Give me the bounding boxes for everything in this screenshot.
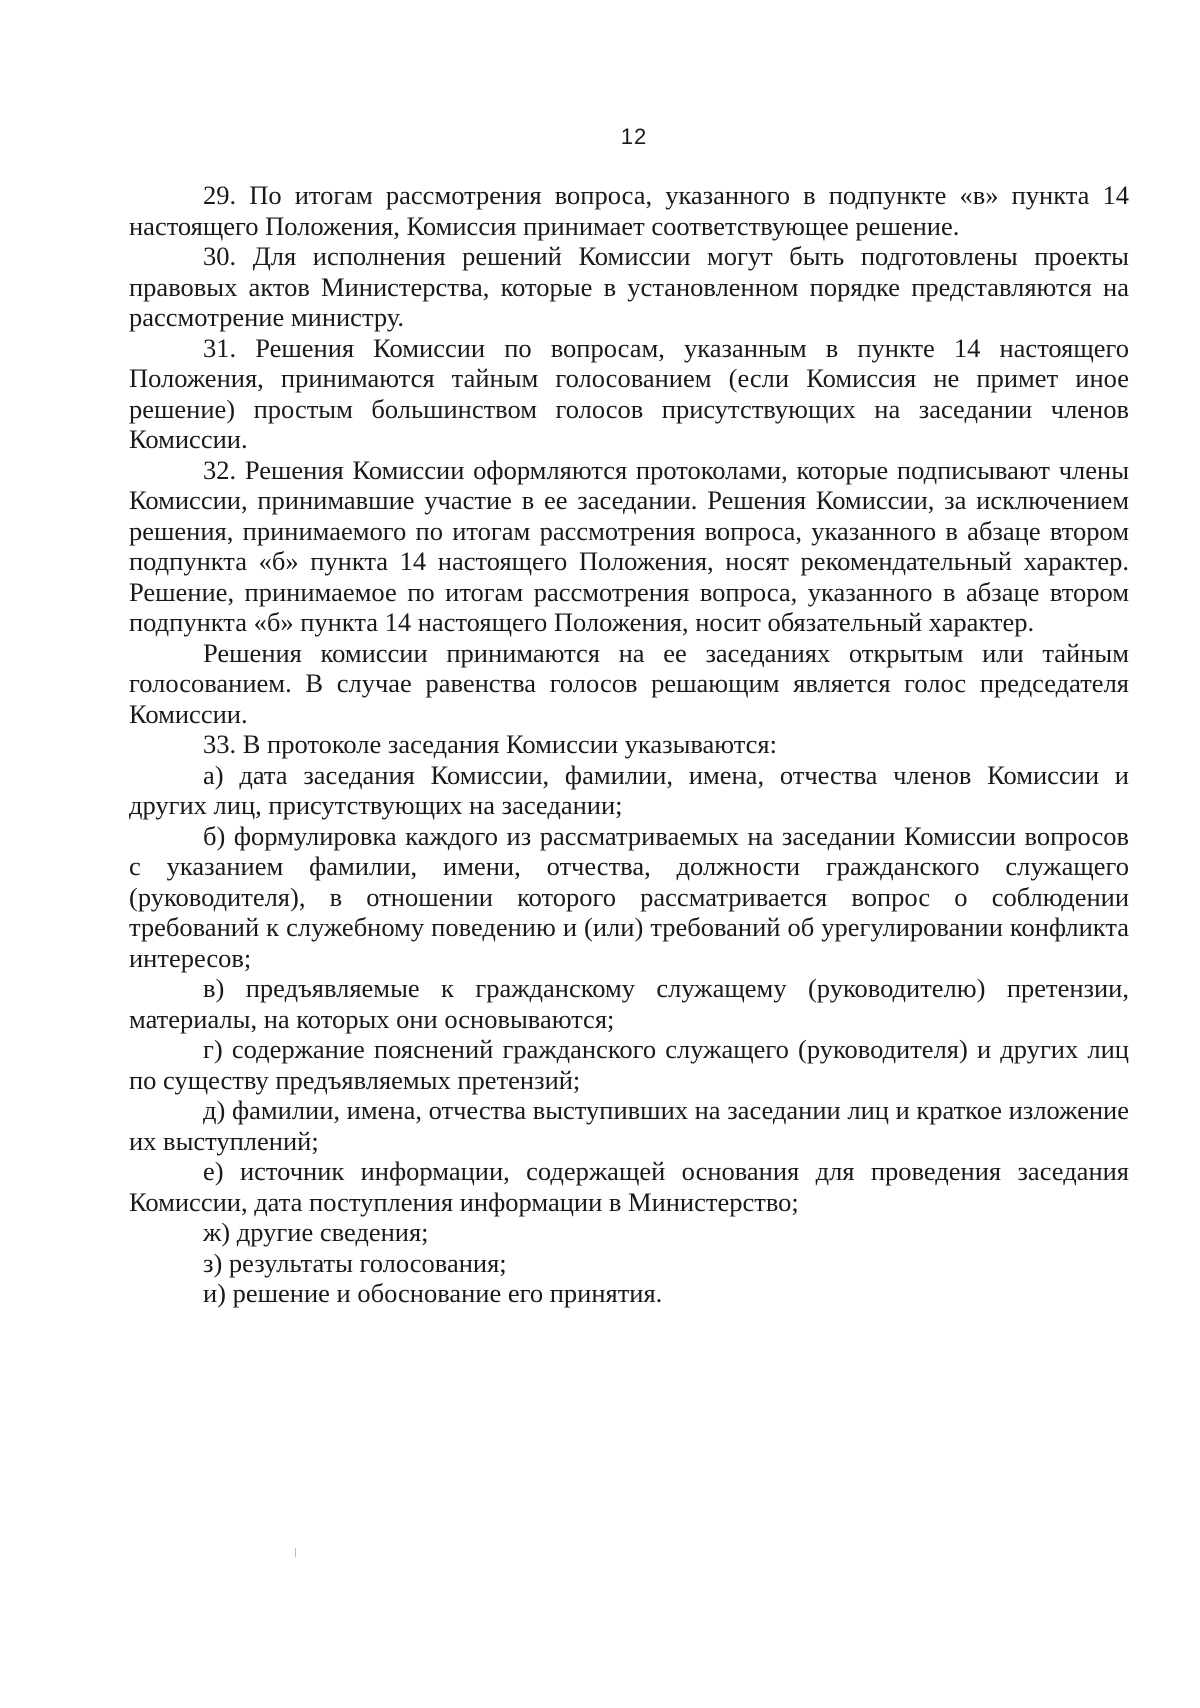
scan-artifact [295,1548,296,1557]
list-item-g: г) содержание пояснений гражданского служащего (руководителя) и других лиц по существу предъявляемых претензий; [129,1034,1129,1095]
paragraph-32-voting: Решения комиссии принимаются на ее заседаниях открытым или тайным голосованием. В случае равенства голосов решающим является голос председателя Комиссии. [129,637,1129,729]
list-item-e: е) источник информации, содержащей основания для проведения заседания Комиссии, дата поступления информации в Министерство; [129,1156,1129,1217]
paragraph-29: 29. По итогам рассмотрения вопроса, указанного в подпункте «в» пункта 14 настоящего Положения, Комиссия принимает соответствующее решение. [129,180,1129,241]
page-number: 12 [620,124,648,149]
list-item-zh: ж) другие сведения; [203,1217,429,1247]
list-item-d: д) фамилии, имена, отчества выступивших на заседании лиц и краткое изложение их выступлений; [129,1095,1129,1156]
list-item-z: з) результаты голосования; [203,1247,507,1278]
list-item-v: в) предъявляемые к гражданскому служащему (руководителю) претензии, материалы, на которых они основываются; [129,973,1129,1034]
paragraph-33: 33. В протоколе заседания Комиссии указываются: [203,729,777,759]
paragraph-31: 31. Решения Комиссии по вопросам, указанным в пункте 14 настоящего Положения, принимаются тайным голосованием (если Комиссия не примет иное решение) простым большинством голосов присутствующих на заседании членов Комиссии. [129,332,1129,454]
paragraph-32: 32. Решения Комиссии оформляются протоколами, которые подписывают члены Комиссии, принимавшие участие в ее заседании. Решения Комиссии, за исключением решения, принимаемого по итогам рассмотрения вопроса, указанного в абзаце втором подпункта «б» пункта 14 настоящего Положения, носят рекомендательный характер. Решение, принимаемое по итогам рассмотрения вопроса, указанного в абзаце втором подпункта «б» пункта 14 настоящего Положения, носит обязательный характер. [129,454,1129,637]
document-body [129,180,1129,1309]
list-item-i: и) решение и обоснование его принятия. [203,1278,663,1308]
paragraph-30: 30. Для исполнения решений Комиссии могут быть подготовлены проекты правовых актов Министерства, которые в установленном порядке представляются на рассмотрение министру. [129,241,1129,332]
list-item-a: а) дата заседания Комиссии, фамилии, имена, отчества членов Комиссии и других лиц, присутствующих на заседании; [129,759,1129,820]
list-item-b: б) формулировка каждого из рассматриваемых на заседании Комиссии вопросов с указанием фамилии, имени, отчества, должности гражданского служащего (руководителя), в отношении которого рассматривается вопрос о соблюдении требований к служебному поведению и (или) требований об урегулировании конфликта интересов; [129,820,1129,973]
